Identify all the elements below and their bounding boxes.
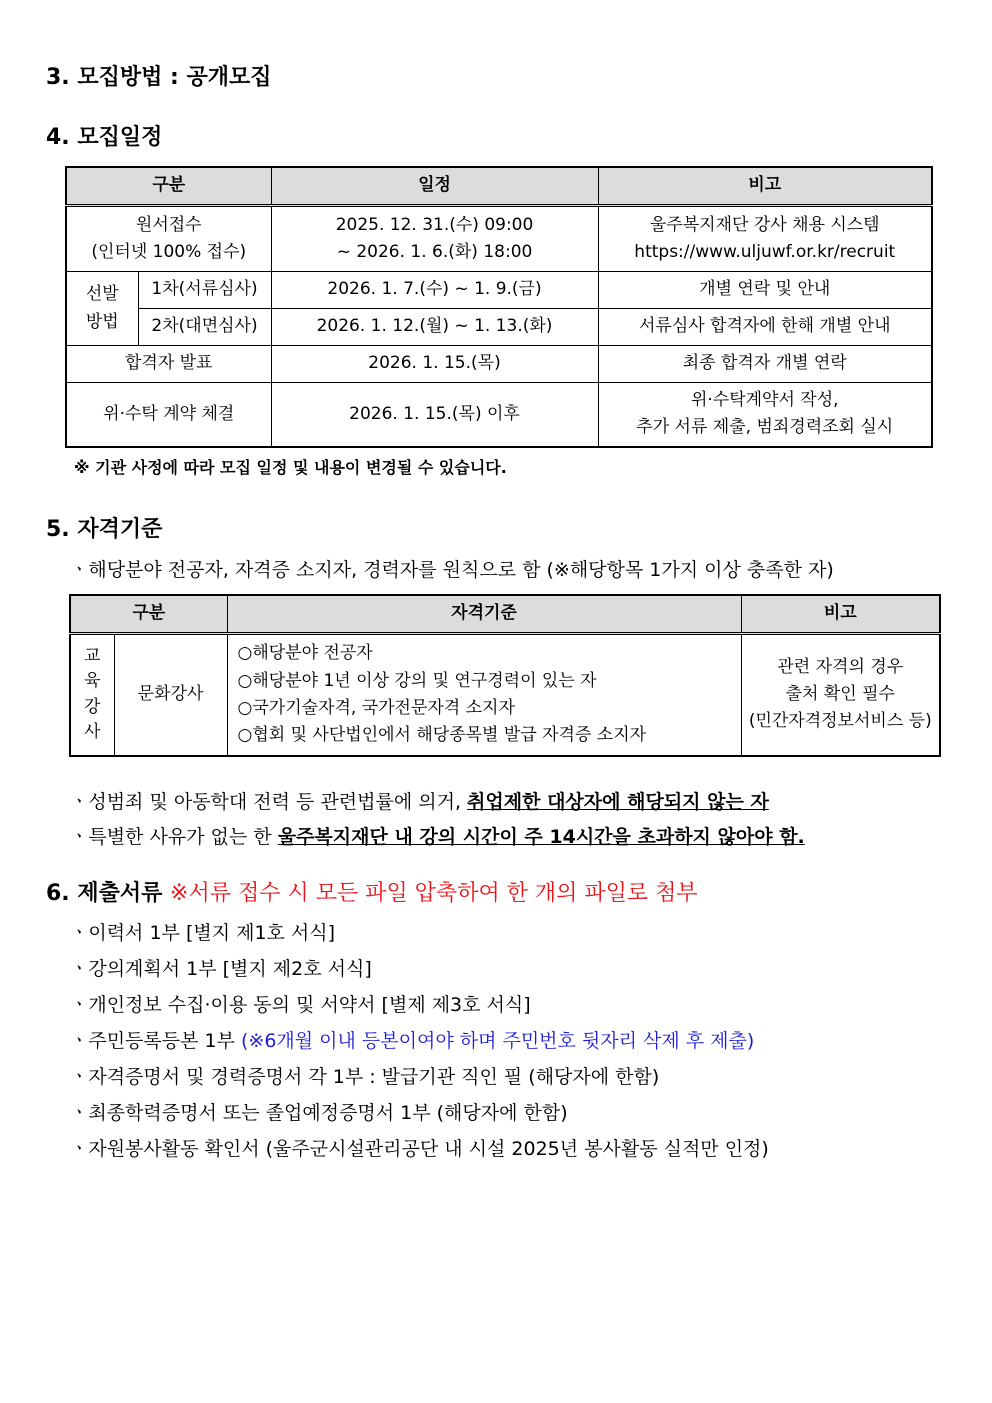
schedule-group-label <box>66 272 138 346</box>
qualification-subcategory: 문화강사 <box>114 634 227 756</box>
qualification-criteria <box>227 634 741 756</box>
schedule-cell-note: 개별 연락 및 안내 <box>598 272 932 309</box>
criteria-item: ○국가기술자격, 국가전문자격 소지자 <box>237 697 515 718</box>
schedule-cell-note: 최종 합격자 개별 연락 <box>598 346 932 383</box>
schedule-header-note: 비고 <box>598 167 932 206</box>
qualification-header-note: 비고 <box>741 595 940 634</box>
document-item: ㆍ이력서 1부 [별지 제1호 서식] <box>70 922 336 944</box>
note-line: 관련 자격의 경우 <box>777 656 904 677</box>
criteria-item: ○협회 및 사단법인에서 해당종목별 발급 자격증 소지자 <box>237 724 647 745</box>
table-row <box>66 272 932 309</box>
schedule-cell-date: 2026. 1. 12.(월) ~ 1. 13.(화) <box>271 309 598 346</box>
schedule-header-category: 구분 <box>66 167 271 206</box>
section-6-title-note: ※서류 접수 시 모든 파일 압축하여 한 개의 파일로 첨부 <box>170 881 698 906</box>
schedule-cell-date: 2026. 1. 15.(목) 이후 <box>271 383 598 447</box>
note-line: (민간자격정보서비스 등) <box>748 711 932 732</box>
category-char: 교 <box>84 645 101 666</box>
document-item: ㆍ최종학력증명서 또는 졸업예정증명서 1부 (해당자에 한함) <box>70 1102 568 1124</box>
schedule-cell-label: 2차(대면심사) <box>138 309 271 346</box>
table-row <box>66 346 932 383</box>
table-row <box>66 309 932 346</box>
qualification-line-1-text: ㆍ성범죄 및 아동학대 전력 등 관련법률에 의거, <box>70 791 468 813</box>
qualification-category <box>70 634 114 756</box>
schedule-note-line: https://www.uljuwf.or.kr/recruit <box>634 242 896 262</box>
section-6-title <box>46 876 698 907</box>
document-item <box>70 1026 754 1053</box>
schedule-cell-label <box>66 206 271 272</box>
qualification-header-row <box>70 595 940 634</box>
section-3-title: 3. 모집방법 : 공개모집 <box>46 65 272 90</box>
schedule-group-line: 선발 <box>85 284 119 305</box>
document-item: ㆍ자원봉사활동 확인서 (울주군시설관리공단 내 시설 2025년 봉사활동 실적만 인정) <box>70 1138 769 1160</box>
document-item: ㆍ강의계획서 1부 [별지 제2호 서식] <box>70 958 372 980</box>
schedule-date-line: ~ 2026. 1. 6.(화) 18:00 <box>336 242 533 262</box>
category-char: 사 <box>84 722 101 743</box>
schedule-group-line: 방법 <box>85 311 119 332</box>
schedule-label-line: 원서접수 <box>135 214 202 235</box>
section-5-title: 5. 자격기준 <box>46 517 163 542</box>
qualification-header-category: 구분 <box>70 595 227 634</box>
schedule-note-line: 위·수탁계약서 작성, <box>690 390 839 411</box>
section-4-title: 4. 모집일정 <box>46 125 163 150</box>
schedule-header-row <box>66 167 932 206</box>
schedule-cell-note <box>598 206 932 272</box>
qualification-line-2-emphasis: 울주복지재단 내 강의 시간이 주 14시간을 초과하지 않아야 함. <box>277 826 805 848</box>
schedule-cell-note: 서류심사 합격자에 한해 개별 안내 <box>598 309 932 346</box>
qualification-header-criteria: 자격기준 <box>227 595 741 634</box>
qualification-line-2-text: ㆍ특별한 사유가 없는 한 <box>70 826 278 848</box>
schedule-cell-note <box>598 383 932 447</box>
table-row <box>66 206 932 272</box>
qualification-intro: ㆍ해당분야 전공자, 자격증 소지자, 경력자를 원칙으로 함 (※해당항목 1가지 이상 충족한 자) <box>70 559 834 581</box>
note-line: 출처 확인 필수 <box>785 684 895 705</box>
schedule-note-line: 울주복지재단 강사 채용 시스템 <box>649 214 880 235</box>
qualification-line-1 <box>70 787 769 814</box>
category-char: 육 <box>84 671 101 692</box>
document-item-text: ㆍ주민등록등본 1부 <box>70 1030 241 1052</box>
category-char: 강 <box>84 696 101 717</box>
schedule-cell-date <box>271 206 598 272</box>
qualification-table <box>69 594 941 757</box>
schedule-cell-label: 1차(서류심사) <box>138 272 271 309</box>
qualification-line-1-emphasis: 취업제한 대상자에 해당되지 않는 자 <box>467 791 769 813</box>
schedule-table <box>65 166 933 448</box>
schedule-cell-label: 합격자 발표 <box>66 346 271 383</box>
table-row <box>66 383 932 447</box>
document-item-note: (※6개월 이내 등본이여야 하며 주민번호 뒷자리 삭제 후 제출) <box>241 1030 755 1052</box>
schedule-date-line: 2025. 12. 31.(수) 09:00 <box>335 214 534 235</box>
qualification-note <box>741 634 940 756</box>
section-6-title-text: 6. 제출서류 <box>46 881 163 906</box>
schedule-header-date: 일정 <box>271 167 598 206</box>
qualification-line-2 <box>70 822 805 849</box>
schedule-notice: ※ 기관 사정에 따라 모집 일정 및 내용이 변경될 수 있습니다. <box>74 458 507 477</box>
schedule-cell-date: 2026. 1. 15.(목) <box>271 346 598 383</box>
document-item: ㆍ개인정보 수집·이용 동의 및 서약서 [별제 제3호 서식] <box>70 994 531 1016</box>
schedule-cell-label: 위·수탁 계약 체결 <box>66 383 271 447</box>
criteria-item: ○해당분야 1년 이상 강의 및 연구경력이 있는 자 <box>237 670 597 691</box>
schedule-note-line: 추가 서류 제출, 범죄경력조회 실시 <box>636 417 894 438</box>
criteria-item: ○해당분야 전공자 <box>237 643 373 664</box>
document-item: ㆍ자격증명서 및 경력증명서 각 1부 : 발급기관 직인 필 (해당자에 한함) <box>70 1066 660 1088</box>
table-row <box>70 634 940 756</box>
schedule-label-line: (인터넷 100% 접수) <box>91 242 247 262</box>
schedule-cell-date: 2026. 1. 7.(수) ~ 1. 9.(금) <box>271 272 598 309</box>
